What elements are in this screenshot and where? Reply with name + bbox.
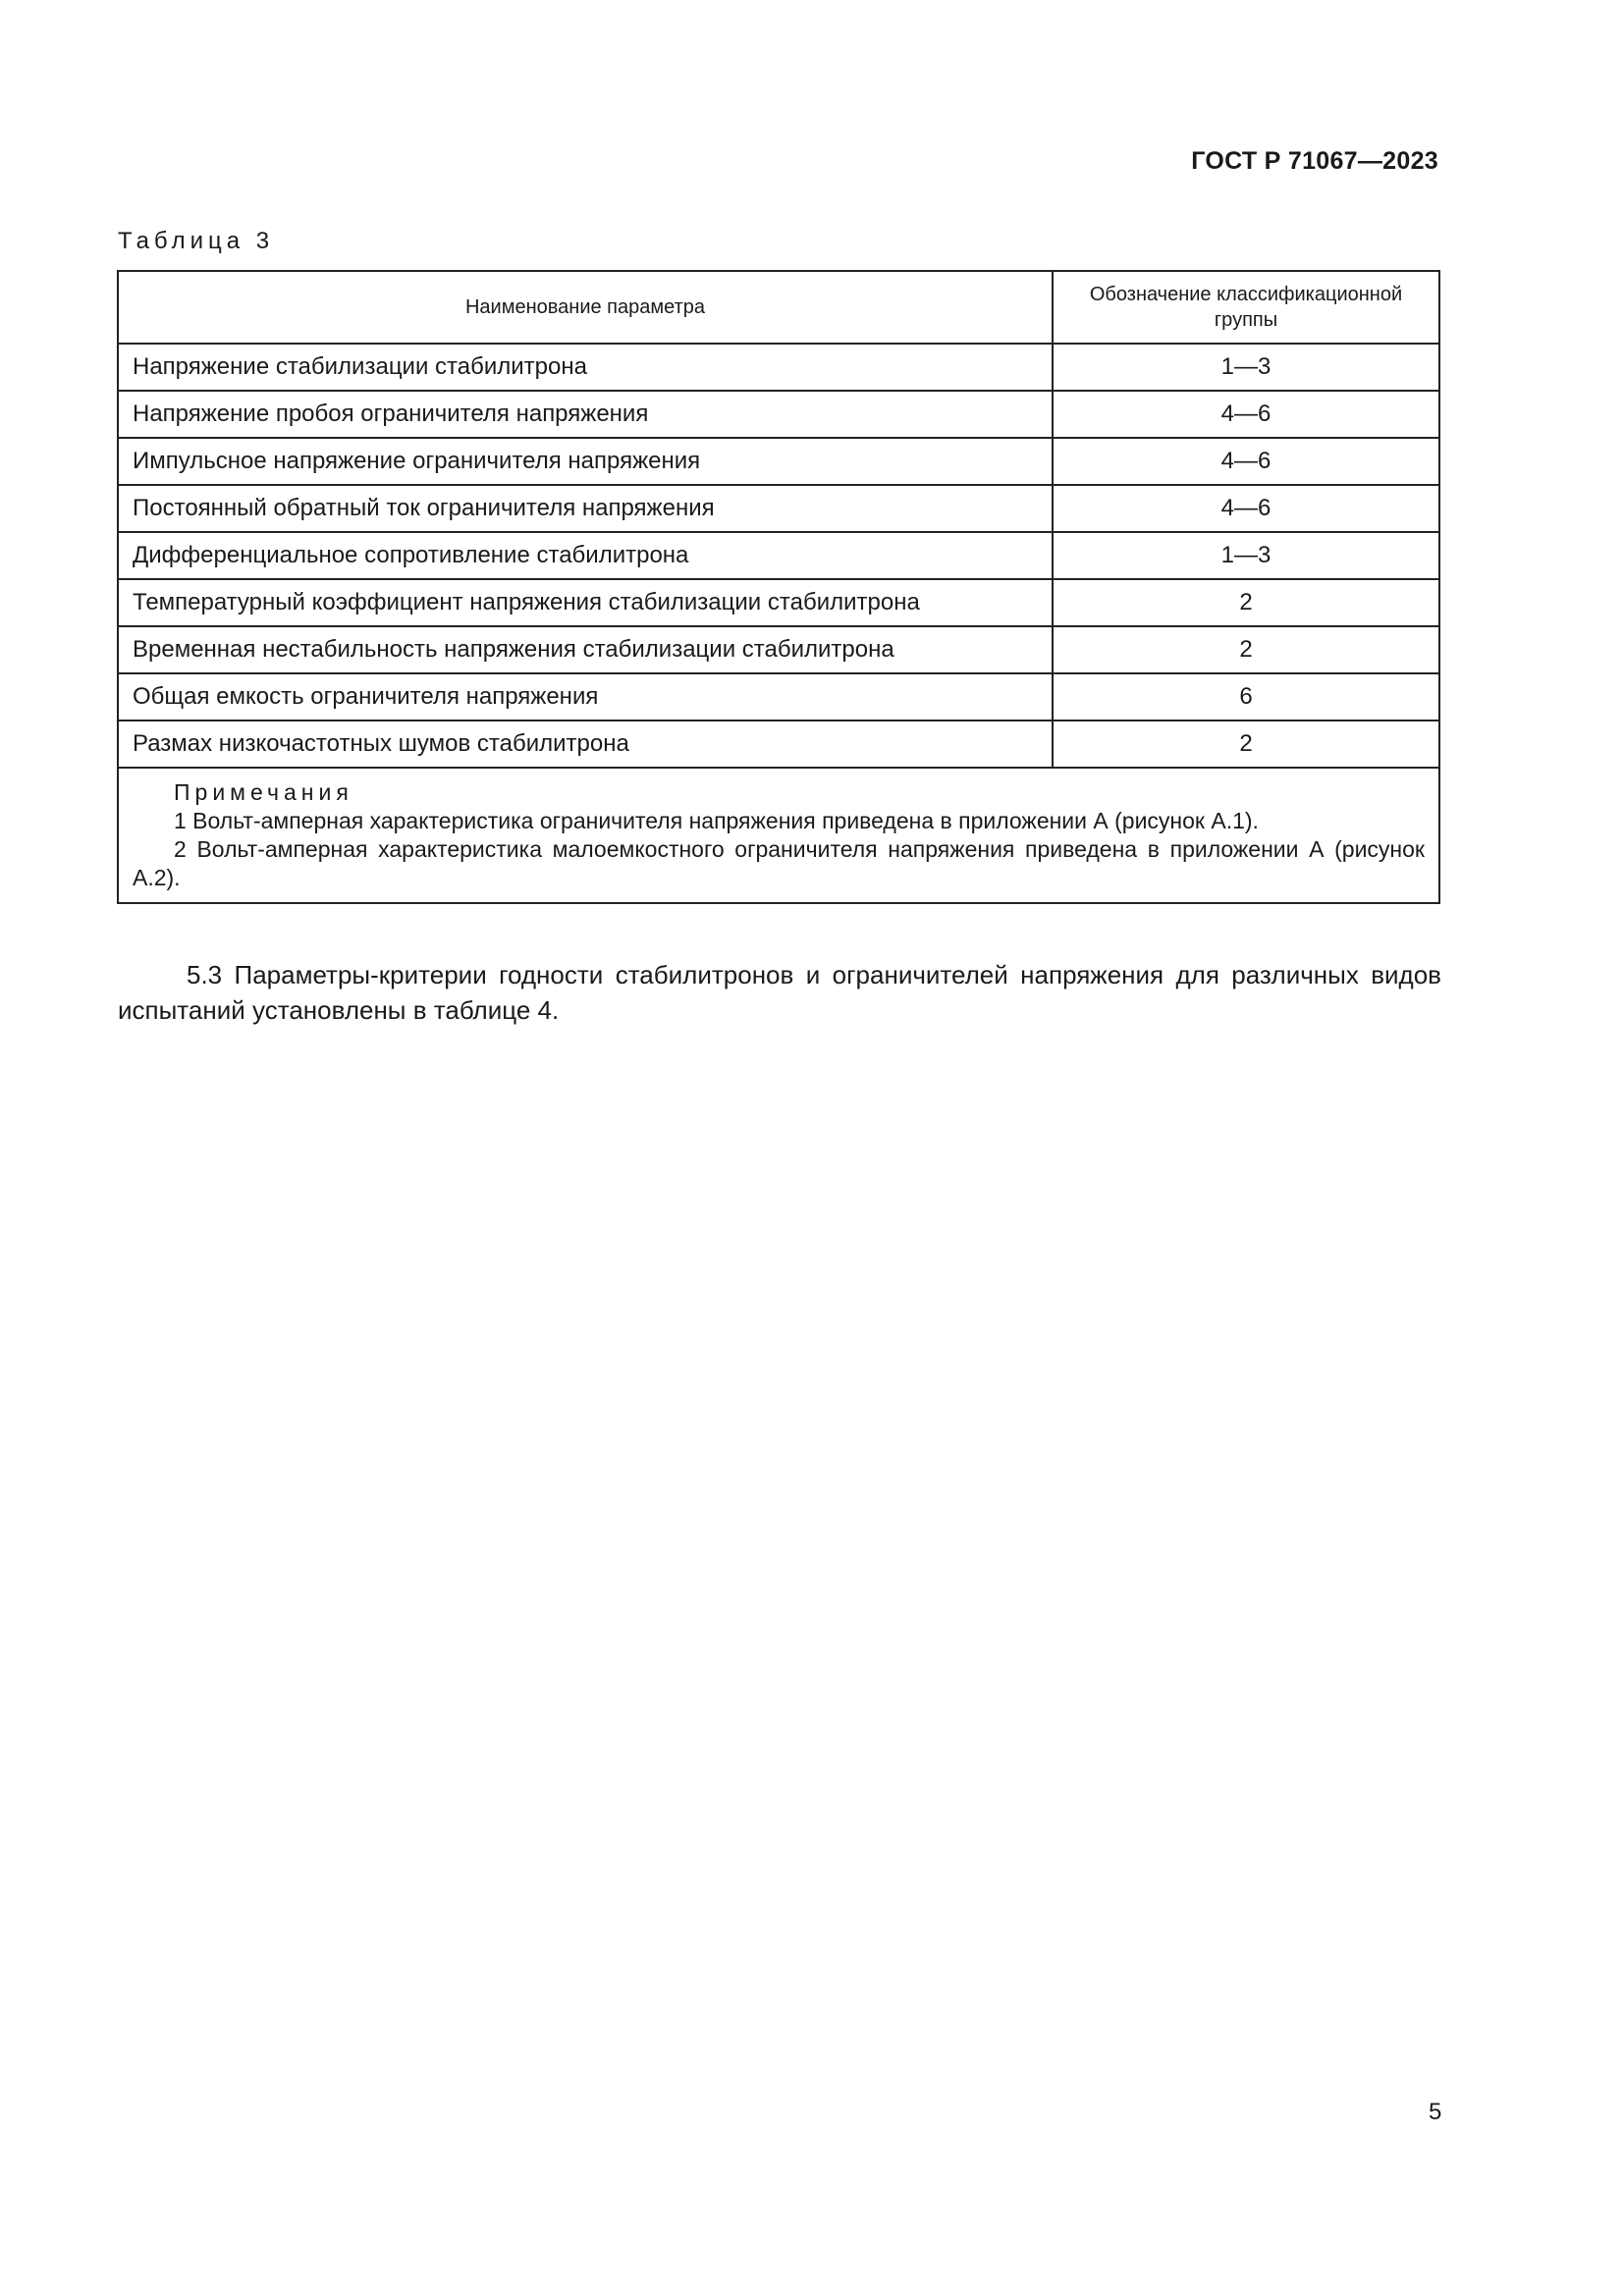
body-paragraph: 5.3 Параметры-критерии годности стабилитронов и ограничителей напряжения для различных видов испытаний установлены в таблице 4. (118, 960, 1441, 1025)
column-header-parameter: Наименование параметра (118, 271, 1053, 344)
group-cell: 2 (1053, 721, 1439, 768)
table-row (118, 626, 1439, 673)
table-row (118, 438, 1439, 485)
table-caption: Таблица 3 (118, 228, 275, 254)
page-number: 5 (1429, 2099, 1442, 2125)
parameter-name-cell: Постоянный обратный ток ограничителя напряжения (118, 485, 1053, 532)
group-cell: 2 (1053, 626, 1439, 673)
table-row (118, 391, 1439, 438)
table-row (118, 579, 1439, 626)
group-cell: 4—6 (1053, 391, 1439, 438)
group-cell: 2 (1053, 579, 1439, 626)
group-cell: 1—3 (1053, 532, 1439, 579)
table-notes-cell (118, 768, 1439, 903)
parameter-name-cell: Размах низкочастотных шумов стабилитрона (118, 721, 1053, 768)
parameter-name-cell: Временная нестабильность напряжения стабилизации стабилитрона (118, 626, 1053, 673)
parameters-table (117, 270, 1440, 904)
table-header-row (118, 271, 1439, 344)
group-cell: 1—3 (1053, 344, 1439, 391)
parameter-name-cell: Импульсное напряжение ограничителя напряжения (118, 438, 1053, 485)
notes-title: Примечания (174, 779, 353, 805)
parameter-name-cell: Напряжение пробоя ограничителя напряжения (118, 391, 1053, 438)
column-header-group: Обозначение классификационной группы (1053, 271, 1439, 344)
parameter-name-cell: Напряжение стабилизации стабилитрона (118, 344, 1053, 391)
table-row (118, 721, 1439, 768)
parameter-name-cell: Дифференциальное сопротивление стабилитрона (118, 532, 1053, 579)
parameter-name-cell: Общая емкость ограничителя напряжения (118, 673, 1053, 721)
group-cell: 6 (1053, 673, 1439, 721)
document-standard-header: ГОСТ Р 71067—2023 (1191, 147, 1438, 175)
group-cell: 4—6 (1053, 438, 1439, 485)
parameter-name-cell: Температурный коэффициент напряжения стабилизации стабилитрона (118, 579, 1053, 626)
note-item: 1 Вольт-амперная характеристика ограничителя напряжения приведена в приложении А (рисунок А.1). (174, 808, 1259, 833)
table-notes-row (118, 768, 1439, 903)
table-row (118, 485, 1439, 532)
table-row (118, 532, 1439, 579)
table-row (118, 344, 1439, 391)
group-cell: 4—6 (1053, 485, 1439, 532)
note-item: 2 Вольт-амперная характеристика малоемкостного ограничителя напряжения приведена в приложении А (рисунок А.2). (133, 836, 1425, 890)
table-row (118, 673, 1439, 721)
